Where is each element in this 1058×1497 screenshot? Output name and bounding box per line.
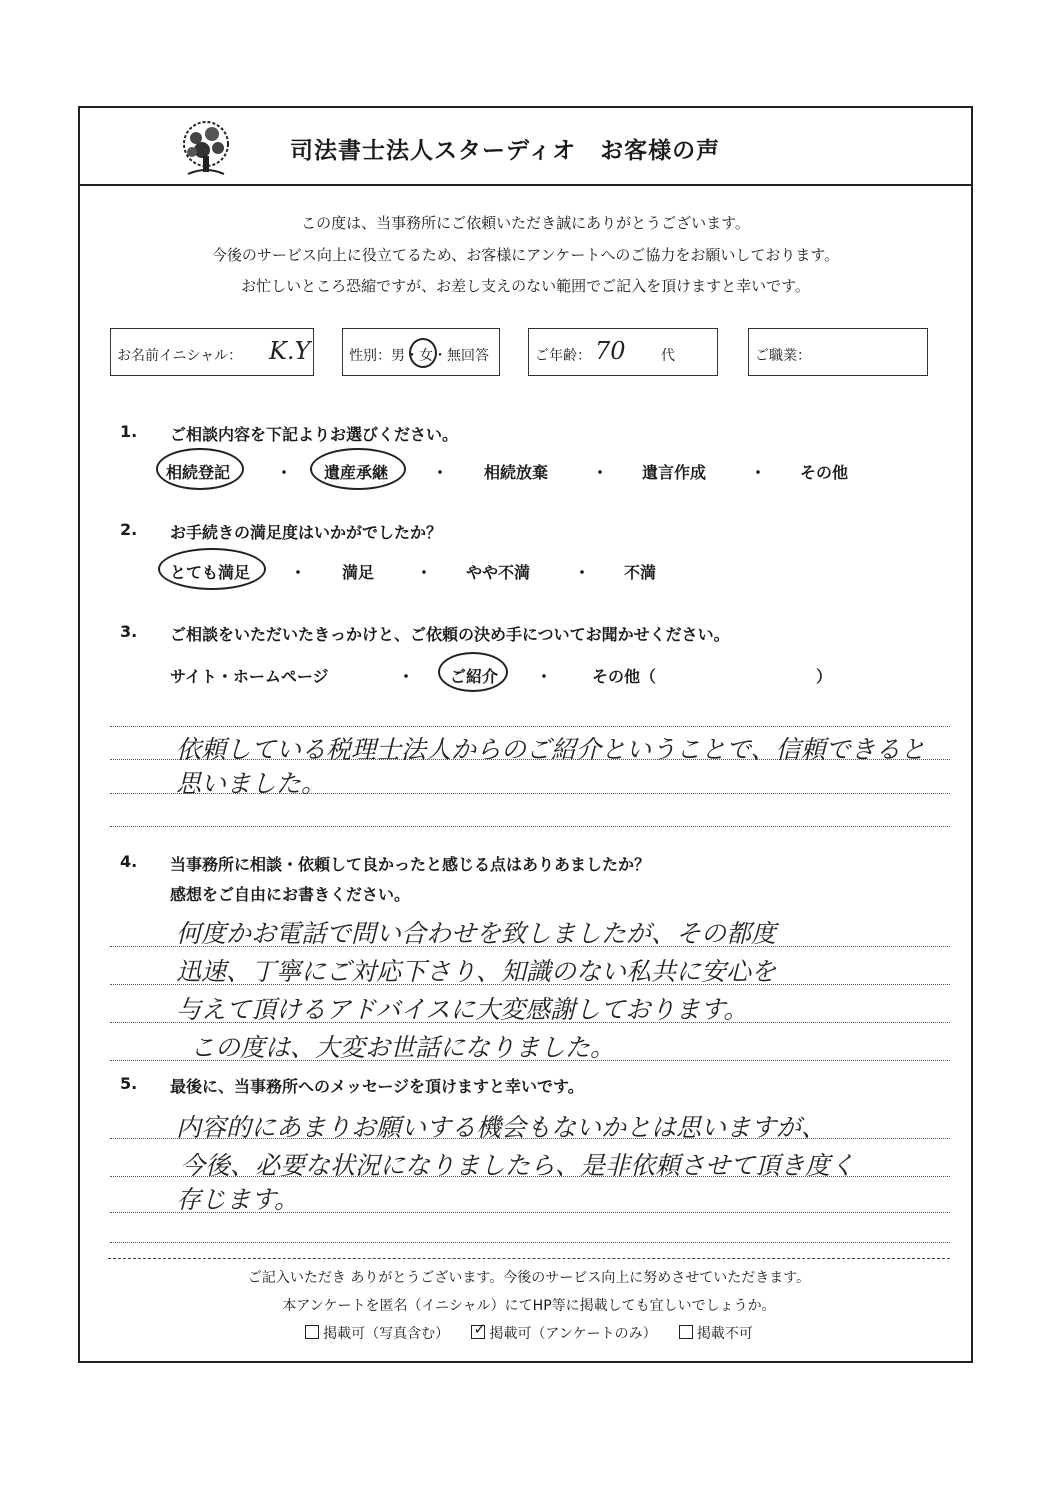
q2-option-4[interactable]: 不満 xyxy=(624,563,657,582)
q2-option-2[interactable]: 満足 xyxy=(342,563,375,582)
checkbox-icon[interactable] xyxy=(305,1325,319,1339)
q2-option-1[interactable]: とても満足 xyxy=(170,563,251,582)
q1-option-1[interactable]: 相続登記 xyxy=(166,463,231,482)
tree-logo-icon xyxy=(174,118,238,182)
q1-option-4[interactable]: 遺言作成 xyxy=(642,463,707,482)
q5-answer-line-3: 存じます。 xyxy=(176,1185,300,1214)
q2-number: 2. xyxy=(120,520,138,539)
q3-number: 3. xyxy=(120,622,138,641)
q4-answer-line-3: 与えて頂けるアドバイスに大変感謝しております。 xyxy=(176,995,749,1024)
separator: ・ xyxy=(398,667,415,686)
q5-number: 5. xyxy=(120,1074,138,1093)
answer-line xyxy=(110,1242,950,1243)
separator: ・ xyxy=(536,667,553,686)
answer-line xyxy=(110,826,950,827)
consent-footer xyxy=(108,1258,950,1348)
q3-text: ご相談をいただいたきっかけと、ご依頼の決め手についてお聞かせください。 xyxy=(170,625,730,644)
job-field[interactable] xyxy=(748,328,928,376)
q4-answer-line-1: 何度かお電話で問い合わせを致しましたが、その都度 xyxy=(176,919,777,948)
consent-option-survey-only[interactable]: ✓ 掲載可（アンケートのみ） xyxy=(473,1320,657,1342)
q1-option-5[interactable]: その他 xyxy=(800,463,849,482)
q1-option-2-circle xyxy=(310,448,406,490)
q1-option-3[interactable]: 相続放棄 xyxy=(484,463,549,482)
separator: ・ xyxy=(750,463,767,482)
q3-option-2[interactable]: ご紹介 xyxy=(450,667,499,686)
footer-thanks: ご記入いただき ありがとうございます。今後のサービス向上に努めさせていただきます。 xyxy=(247,1270,811,1286)
gender-selection-circle xyxy=(409,338,437,368)
consent-option-none[interactable]: 掲載不可 xyxy=(679,1326,753,1342)
q4-answer-line-4: この度は、大変お世話になりました。 xyxy=(190,1033,616,1062)
gender-label: 性別：男・女・無回答 xyxy=(349,348,489,364)
q4-number: 4. xyxy=(120,852,138,871)
q3-option-1[interactable]: サイト・ホームページ xyxy=(170,667,329,686)
consent-options xyxy=(108,1320,950,1343)
intro-line-1: この度は、当事務所にご依頼いただき誠にありがとうございます。 xyxy=(301,214,750,232)
q2-text: お手続きの満足度はいかがでしたか？ xyxy=(170,523,443,542)
q1-option-2[interactable]: 遺産承継 xyxy=(324,463,389,482)
q3-option-3[interactable]: その他（ xyxy=(592,667,657,686)
q2-option-3[interactable]: やや不満 xyxy=(466,563,531,582)
separator: ・ xyxy=(432,463,449,482)
separator: ・ xyxy=(290,563,307,582)
intro-line-2: 今後のサービス向上に役立てるため、お客様にアンケートへのご協力をお願いしております。 xyxy=(211,246,840,264)
answer-line xyxy=(110,726,950,727)
separator: ・ xyxy=(276,463,293,482)
consent-option-photo[interactable]: 掲載可（写真含む） xyxy=(305,1326,449,1342)
q3-option-3-close: ） xyxy=(816,667,833,686)
q3-answer-line-1: 依頼している税理士法人からのご紹介ということで、信頼できると xyxy=(176,735,926,764)
page-title: 司法書士法人スターディオ お客様の声 xyxy=(290,138,721,164)
intro-line-3: お忙しいところ恐縮ですが、お差し支えのない範囲でご記入を頂けますと幸いです。 xyxy=(241,277,810,295)
sheet-header xyxy=(80,108,971,186)
q4-subtext: 感想をご自由にお書きください。 xyxy=(170,885,411,904)
q1-text: ご相談内容を下記よりお選びください。 xyxy=(170,425,459,444)
footer-question: 本アンケートを匿名（イニシャル）にてHP等に掲載しても宜しいでしょうか。 xyxy=(282,1298,776,1314)
q2-option-1-circle xyxy=(158,548,266,590)
separator: ・ xyxy=(416,563,433,582)
q5-answer-line-2: 今後、必要な状況になりましたら、是非依頼させて頂き度く xyxy=(180,1151,856,1180)
job-label: ご職業： xyxy=(755,348,811,364)
q4-answer-line-2: 迅速、丁寧にご対応下さり、知識のない私共に安心を xyxy=(176,957,777,986)
age-value: 70 xyxy=(595,337,626,365)
age-unit: 代 xyxy=(661,348,675,364)
q4-text: 当事務所に相談・依頼して良かったと感じる点はありあましたか？ xyxy=(170,855,651,874)
age-field[interactable] xyxy=(528,328,718,376)
q3-option-2-circle xyxy=(438,652,508,692)
q1-number: 1. xyxy=(120,422,138,441)
age-label: ご年齢： xyxy=(535,348,591,364)
q5-answer-line-1: 内容的にあまりお願いする機会もないかとは思いますが、 xyxy=(176,1113,827,1142)
q5-text: 最後に、当事務所へのメッセージを頂けますと幸いです。 xyxy=(170,1077,584,1096)
name-value: K.Y xyxy=(269,337,311,365)
checkbox-checked-icon[interactable]: ✓ xyxy=(473,1320,486,1338)
separator: ・ xyxy=(574,563,591,582)
q1-option-1-circle xyxy=(156,448,244,490)
separator: ・ xyxy=(592,463,609,482)
q3-answer-line-2: 思いました。 xyxy=(176,769,327,798)
name-field[interactable] xyxy=(110,328,314,376)
name-label: お名前イニシャル： xyxy=(117,348,243,364)
gender-field[interactable] xyxy=(342,328,500,376)
survey-sheet xyxy=(78,106,973,1363)
checkbox-icon[interactable] xyxy=(679,1325,693,1339)
